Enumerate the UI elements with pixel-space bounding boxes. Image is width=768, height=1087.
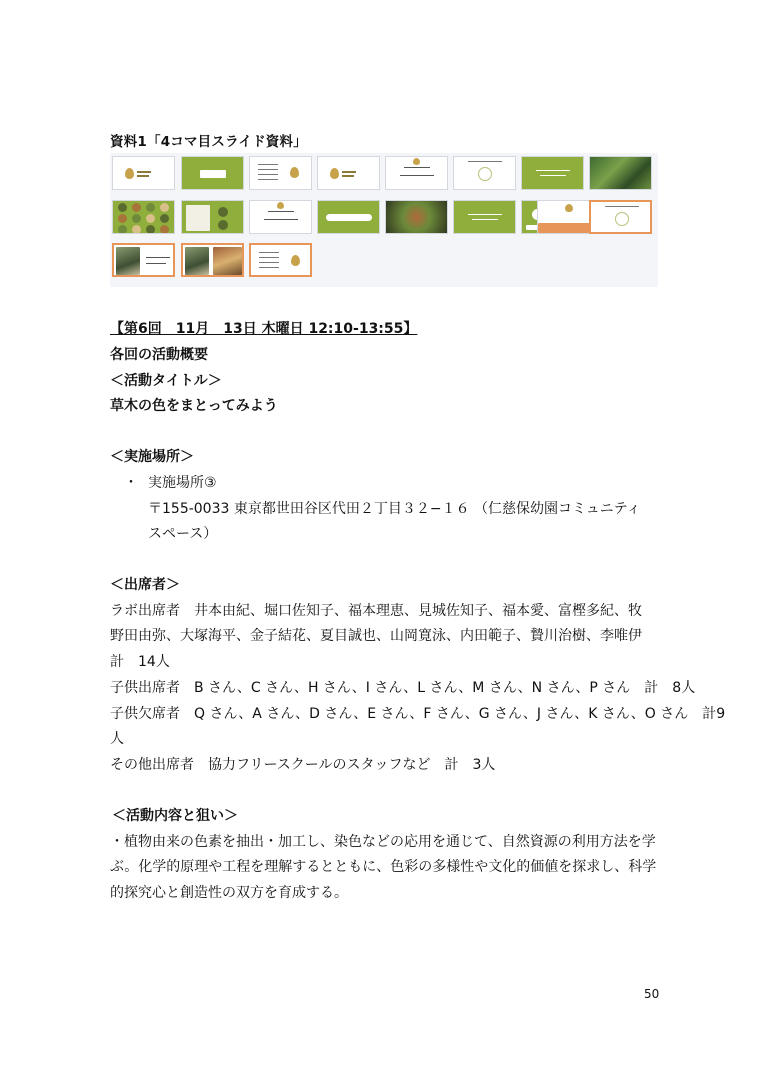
slide-thumbnail: [453, 156, 516, 190]
slide-thumbnail: [249, 200, 312, 234]
slide-thumbnail: [112, 200, 175, 234]
venue-label: ＜実施場所＞: [110, 449, 194, 465]
venue-bullet: ・: [124, 475, 138, 491]
slide-thumbnail: [317, 200, 380, 234]
content-line3: 的探究心と創造性の双方を育成する。: [110, 885, 348, 901]
content-line2: ぶ。化学的原理や工程を理解するとともに、色彩の多様性や文化的価値を探求し、科学: [110, 859, 657, 875]
slide-thumbnail: [112, 156, 175, 190]
lab-attendees-line2: 野田由弥、大塚海平、金子結花、夏目誠也、山岡寛泳、内田範子、贄川治樹、李唯伊: [110, 628, 642, 644]
venue-name: 実施場所③: [148, 475, 217, 491]
child-present-line: 子供出席者 B さん、C さん、H さん、I さん、L さん、M さん、N さん、P さん 計 8人: [110, 680, 696, 696]
content-line1: ・植物由来の色素を抽出・加工し、染色などの応用を通じて、自然資源の利用方法を学: [110, 834, 656, 850]
slide-thumbnail: [385, 156, 448, 190]
slide-thumbnail: [521, 156, 584, 190]
slide-thumbnail: [181, 200, 244, 234]
slide-thumbnail: [317, 156, 380, 190]
overview-label: 各回の活動概要: [110, 347, 208, 363]
slide-thumbnail: [385, 200, 448, 234]
other-attendees-line: その他出席者 協力フリースクールのスタッフなど 計 3人: [110, 757, 496, 773]
attendees-label: ＜出席者＞: [110, 577, 180, 593]
slide-thumbnail: [453, 200, 516, 234]
material-heading: 資料1「4コマ目スライド資料」: [110, 134, 307, 150]
activity-title: 草木の色をまとってみよう: [110, 398, 278, 414]
child-absent-line1: 子供欠席者 Q さん、A さん、D さん、E さん、F さん、G さん、J さん、K さん、O さん 計9: [110, 706, 726, 722]
slide-thumbnail-strip: [110, 153, 658, 287]
slide-thumbnail: [589, 200, 652, 234]
slide-thumbnail: [249, 243, 312, 277]
venue-address-line1: 〒155-0033 東京都世田谷区代田２丁目３２−１６ （仁慈保幼園コミュニティ: [148, 501, 641, 517]
page-number: 50: [644, 987, 660, 1001]
child-absent-line2: 人: [110, 731, 124, 747]
slide-thumbnail: [181, 243, 244, 277]
venue-address-line2: スペース）: [148, 526, 218, 542]
content-label: ＜活動内容と狙い＞: [112, 808, 238, 824]
lab-attendees-line1: ラボ出席者 井本由紀、堀口佐知子、福本理恵、見城佐知子、福本愛、富樫多紀、牧: [110, 603, 642, 619]
slide-thumbnail: [589, 156, 652, 190]
activity-title-label: ＜活動タイトル＞: [110, 373, 222, 389]
slide-thumbnail: [249, 156, 312, 190]
lab-attendees-total: 計 14人: [110, 654, 170, 670]
session-date-line: 【第6回 11月 13日 木曜日 12:10-13:55】: [110, 321, 418, 337]
slide-thumbnail: [112, 243, 175, 277]
slide-thumbnail: [181, 156, 244, 190]
